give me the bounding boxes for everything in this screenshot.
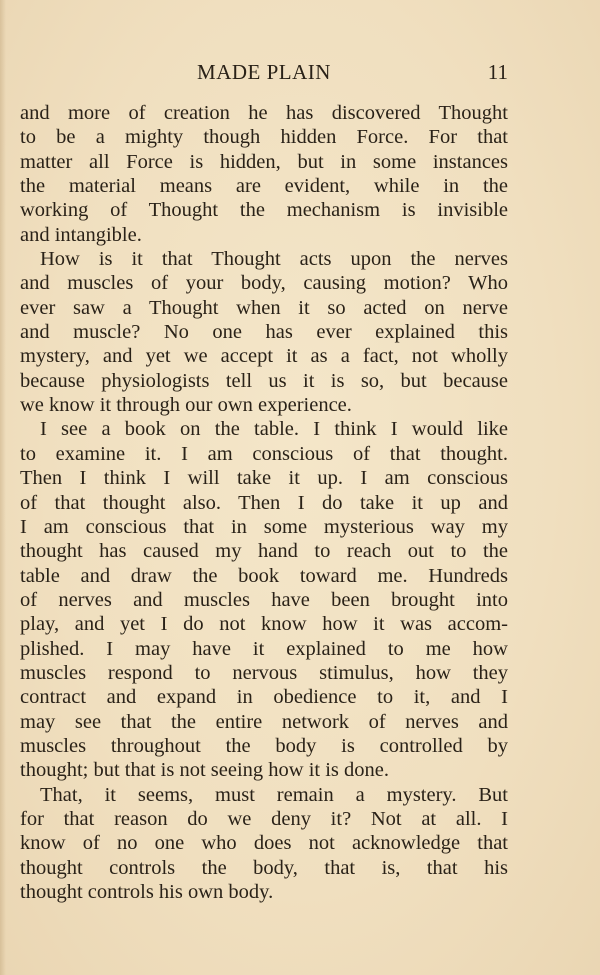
body-text [20, 101, 508, 904]
text-line: muscles respond to nervous stimulus, how they [20, 661, 508, 684]
text-line: ever saw a Thought when it so acted on nerve [20, 296, 508, 319]
text-line: thought has caused my hand to reach out to the [20, 540, 508, 563]
text-line: contract and expand in obedience to it, and I [20, 686, 508, 709]
text-line: muscles throughout the body is controlled by [20, 734, 508, 757]
text-line: to examine it. I am conscious of that thought. [20, 442, 508, 465]
text-line: play, and yet I do not know how it was accom- [20, 613, 508, 636]
page-gutter-shadow [0, 0, 6, 975]
text-line: and muscles of your body, causing motion? Who [20, 272, 508, 295]
text-line: matter all Force is hidden, but in some instances [20, 150, 508, 173]
text-line: working of Thought the mechanism is invisible [20, 199, 508, 222]
text-line: plished. I may have it explained to me how [20, 637, 508, 660]
text-line: and muscle? No one has ever explained this [20, 321, 508, 344]
page-number: 11 [487, 60, 508, 84]
text-line: mystery, and yet we accept it as a fact, not wholly [20, 345, 508, 368]
text-line: may see that the entire network of nerves and [20, 710, 508, 733]
text-line: know of no one who does not acknowledge that [20, 832, 508, 855]
text-line: That, it seems, must remain a mystery. But [40, 783, 508, 806]
text-line: I see a book on the table. I think I would like [40, 418, 508, 441]
running-head: MADE PLAIN [197, 60, 331, 84]
page-header [20, 58, 508, 86]
text-line: I am conscious that in some mysterious way my [20, 515, 508, 538]
text-line: Then I think I will take it up. I am conscious [20, 467, 508, 490]
text-line: thought controls the body, that is, that his [20, 856, 508, 879]
text-line: of nerves and muscles have been brought into [20, 588, 508, 611]
text-line: table and draw the book toward me. Hundreds [20, 564, 508, 587]
text-line: the material means are evident, while in the [20, 175, 508, 198]
text-line: How is it that Thought acts upon the nerves [40, 248, 508, 271]
text-line: we know it through our own experience. [20, 394, 352, 417]
text-line: because physiologists tell us it is so, but because [20, 369, 508, 392]
text-line: and more of creation he has discovered Thought [20, 102, 508, 124]
text-line: of that thought also. Then I do take it up and [20, 491, 508, 514]
text-line: and intangible. [20, 223, 142, 246]
text-line: thought; but that is not seeing how it is done. [20, 759, 389, 782]
text-line: thought controls his own body. [20, 881, 274, 903]
text-line: for that reason do we deny it? Not at all. I [20, 807, 508, 830]
text-line: to be a mighty though hidden Force. For that [20, 126, 508, 149]
